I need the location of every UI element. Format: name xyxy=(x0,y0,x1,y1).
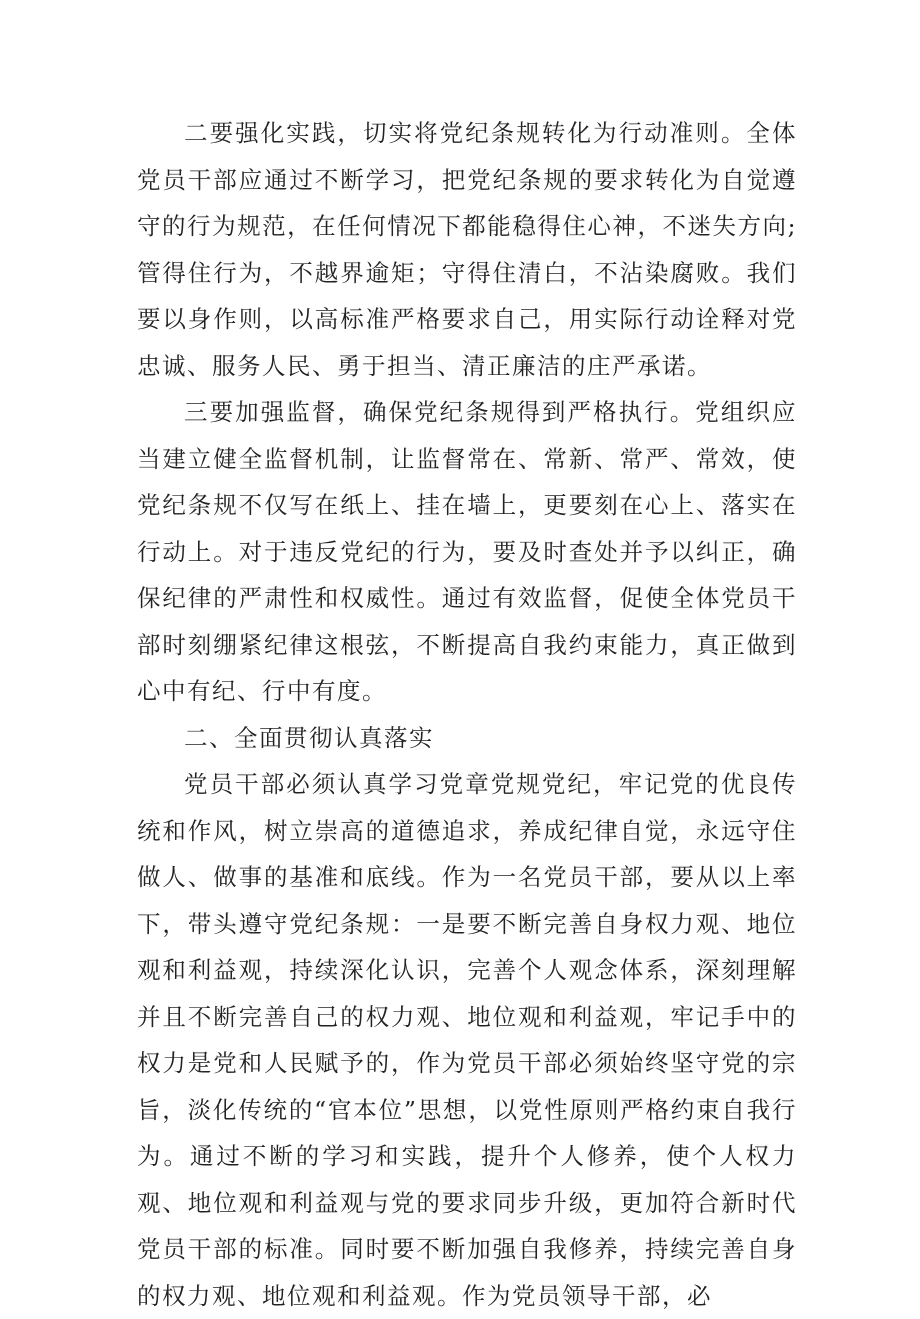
paragraph-practice: 二要强化实践，切实将党纪条规转化为行动准则。全体党员干部应通过不断学习，把党纪条规的要求转化为自觉遵守的行为规范，在任何情况下都能稳得住心神，不迷失方向;管得住行为，不越界逾矩；守得住清白，不沾染腐败。我们要以身作则，以高标准严格要求自己，用实际行动诠释对党忠诚、服务人民、勇于担当、清正廉洁的庄严承诺。 xyxy=(137,119,797,380)
document-body xyxy=(137,110,797,1319)
paragraph-implementation: 党员干部必须认真学习党章党规党纪，牢记党的优良传统和作风，树立崇高的道德追求，养成纪律自觉，永远守住做人、做事的基准和底线。作为一名党员干部，要从以上率下，带头遵守党纪条规：一是要不断完善自身权力观、地位观和利益观，持续深化认识，完善个人观念体系，深刻理解并且不断完善自己的权力观、地位观和利益观，牢记手中的权力是党和人民赋予的，作为党员干部必须始终坚守党的宗旨，淡化传统的“官本位”思想，以党性原则严格约束自我行为。通过不断的学习和实践，提升个人修养，使个人权力观、地位观和利益观与党的要求同步升级，更加符合新时代党员干部的标准。同时要不断加强自我修养，持续完善自身的权力观、地位观和利益观。作为党员领导干部，必 xyxy=(137,770,797,1310)
paragraph-supervision: 三要加强监督，确保党纪条规得到严格执行。党组织应当建立健全监督机制，让监督常在、常新、常严、常效，使党纪条规不仅写在纸上、挂在墙上，更要刻在心上、落实在行动上。对于违反党纪的行为，要及时查处并予以纠正，确保纪律的严肃性和权威性。通过有效监督，促使全体党员干部时刻绷紧纪律这根弦，不断提高自我约束能力，真正做到心中有纪、行中有度。 xyxy=(137,398,797,705)
section-heading: 二、全面贯彻认真落实 xyxy=(184,723,434,752)
